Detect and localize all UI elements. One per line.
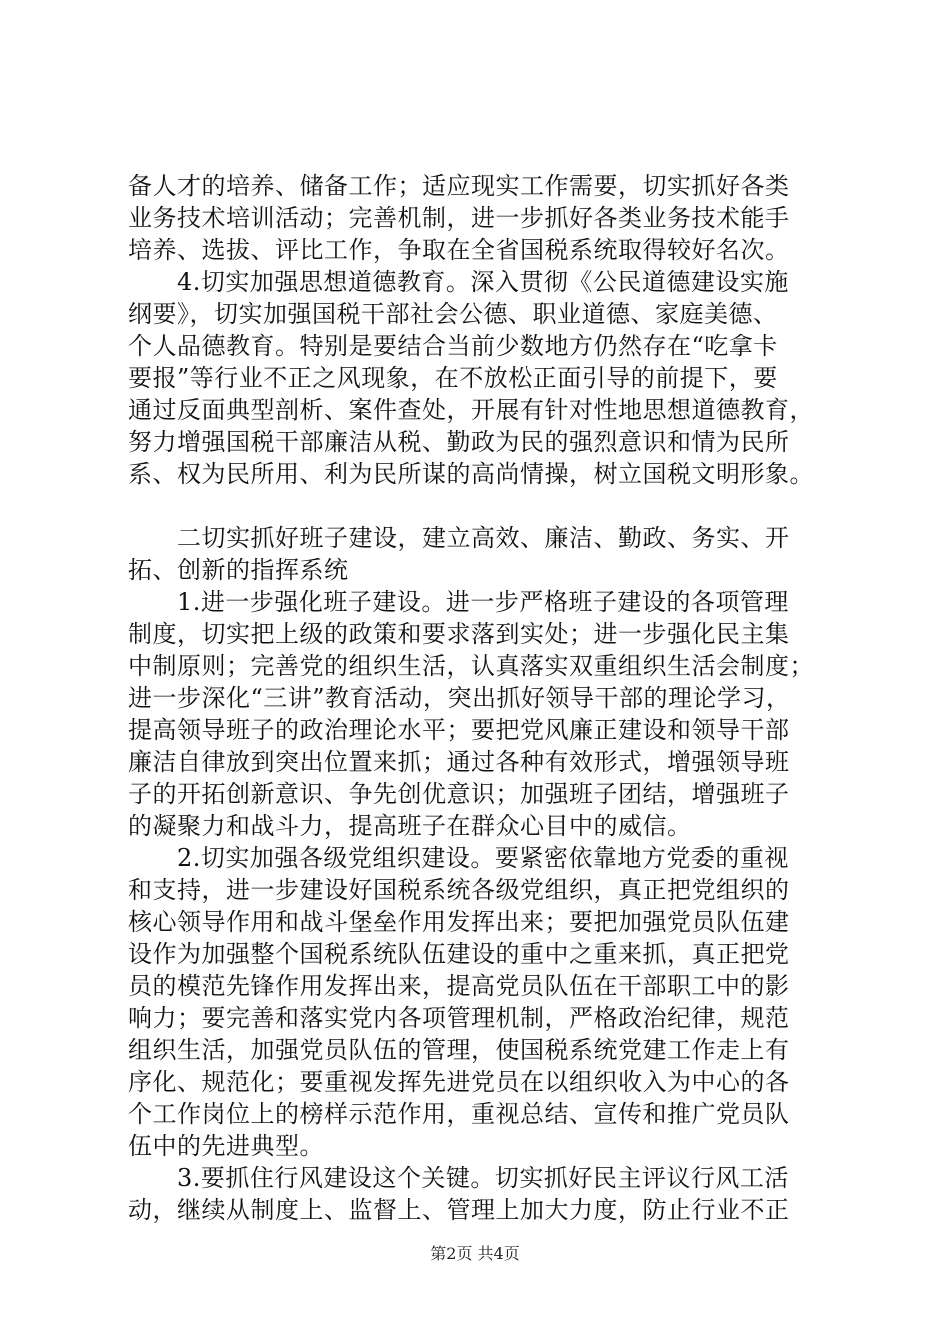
paragraph-party-organization (128, 842, 848, 1162)
text-line: 设作为加强整个国税系统队伍建设的重中之重来抓，真正把党 (128, 940, 790, 968)
text-line: 进一步深化“三讲”教育活动，突出抓好领导干部的理论学习， (128, 684, 791, 712)
text-line: 廉洁自律放到突出位置来抓；通过各种有效形式，增强领导班 (128, 748, 790, 776)
text-line: 业务技术培训活动；完善机制，进一步抓好各类业务技术能手 (128, 204, 790, 232)
text-line: 中制原则；完善党的组织生活，认真落实双重组织生活会制度； (128, 652, 814, 680)
text-line: 响力；要完善和落实党内各项管理机制，严格政治纪律，规范 (128, 1004, 790, 1032)
text-line: 培养、选拔、评比工作，争取在全省国税系统取得较好名次。 (128, 236, 790, 264)
text-line: 个工作岗位上的榜样示范作用，重视总结、宣传和推广党员队 (128, 1100, 790, 1128)
text-line: 组织生活，加强党员队伍的管理，使国税系统党建工作走上有 (128, 1036, 790, 1064)
text-line: 拓、创新的指挥系统 (128, 556, 349, 584)
document-body (128, 170, 848, 1226)
text-line: 3.要抓住行风建设这个关键。切实抓好民主评议行风工活 (128, 1164, 789, 1192)
paragraph-moral-education (128, 266, 848, 490)
text-line: 的凝聚力和战斗力，提高班子在群众心目中的威信。 (128, 812, 692, 840)
text-line: 纲要》，切实加强国税干部社会公德、职业道德、家庭美德、 (128, 300, 778, 328)
text-line: 通过反面典型剖析、案件查处，开展有针对性地思想道德教育， (128, 396, 814, 424)
text-line: 序化、规范化；要重视发挥先进党员在以组织收入为中心的各 (128, 1068, 790, 1096)
text-line: 个人品德教育。特别是要结合当前少数地方仍然存在“吃拿卡 (128, 332, 778, 360)
text-line: 二切实抓好班子建设，建立高效、廉洁、勤政、务实、开 (128, 524, 790, 552)
text-line: 和支持，进一步建设好国税系统各级党组织，真正把党组织的 (128, 876, 790, 904)
text-line: 系、权为民所用、利为民所谋的高尚情操，树立国税文明形象。 (128, 460, 814, 488)
page-footer (0, 1243, 950, 1265)
text-line: 子的开拓创新意识、争先创优意识；加强班子团结，增强班子 (128, 780, 790, 808)
text-line: 伍中的先进典型。 (128, 1132, 324, 1160)
text-line: 4.切实加强思想道德教育。深入贯彻《公民道德建设实施 (128, 268, 789, 296)
text-line: 2.切实加强各级党组织建设。要紧密依靠地方党委的重视 (128, 844, 789, 872)
text-line: 要报”等行业不正之风现象，在不放松正面引导的前提下，要 (128, 364, 778, 392)
text-line: 员的模范先锋作用发挥出来，提高党员队伍在干部职工中的影 (128, 972, 790, 1000)
paragraph-team-building (128, 586, 848, 842)
text-line: 动，继续从制度上、监督上、管理上加大力度，防止行业不正 (128, 1196, 790, 1224)
text-line: 制度，切实把上级的政策和要求落到实处；进一步强化民主集 (128, 620, 790, 648)
text-line: 提高领导班子的政治理论水平；要把党风廉正建设和领导干部 (128, 716, 790, 744)
text-line: 备人才的培养、储备工作；适应现实工作需要，切实抓好各类 (128, 172, 790, 200)
paragraph-conduct (128, 1162, 848, 1226)
page-number: 第2页 共4页 (430, 1244, 520, 1263)
text-line: 核心领导作用和战斗堡垒作用发挥出来；要把加强党员队伍建 (128, 908, 790, 936)
text-line: 努力增强国税干部廉洁从税、勤政为民的强烈意识和情为民所 (128, 428, 790, 456)
paragraph-talent-training (128, 170, 848, 266)
paragraph-spacer (128, 490, 848, 522)
section-heading-leadership (128, 522, 848, 586)
text-line: 1.进一步强化班子建设。进一步严格班子建设的各项管理 (128, 588, 789, 616)
